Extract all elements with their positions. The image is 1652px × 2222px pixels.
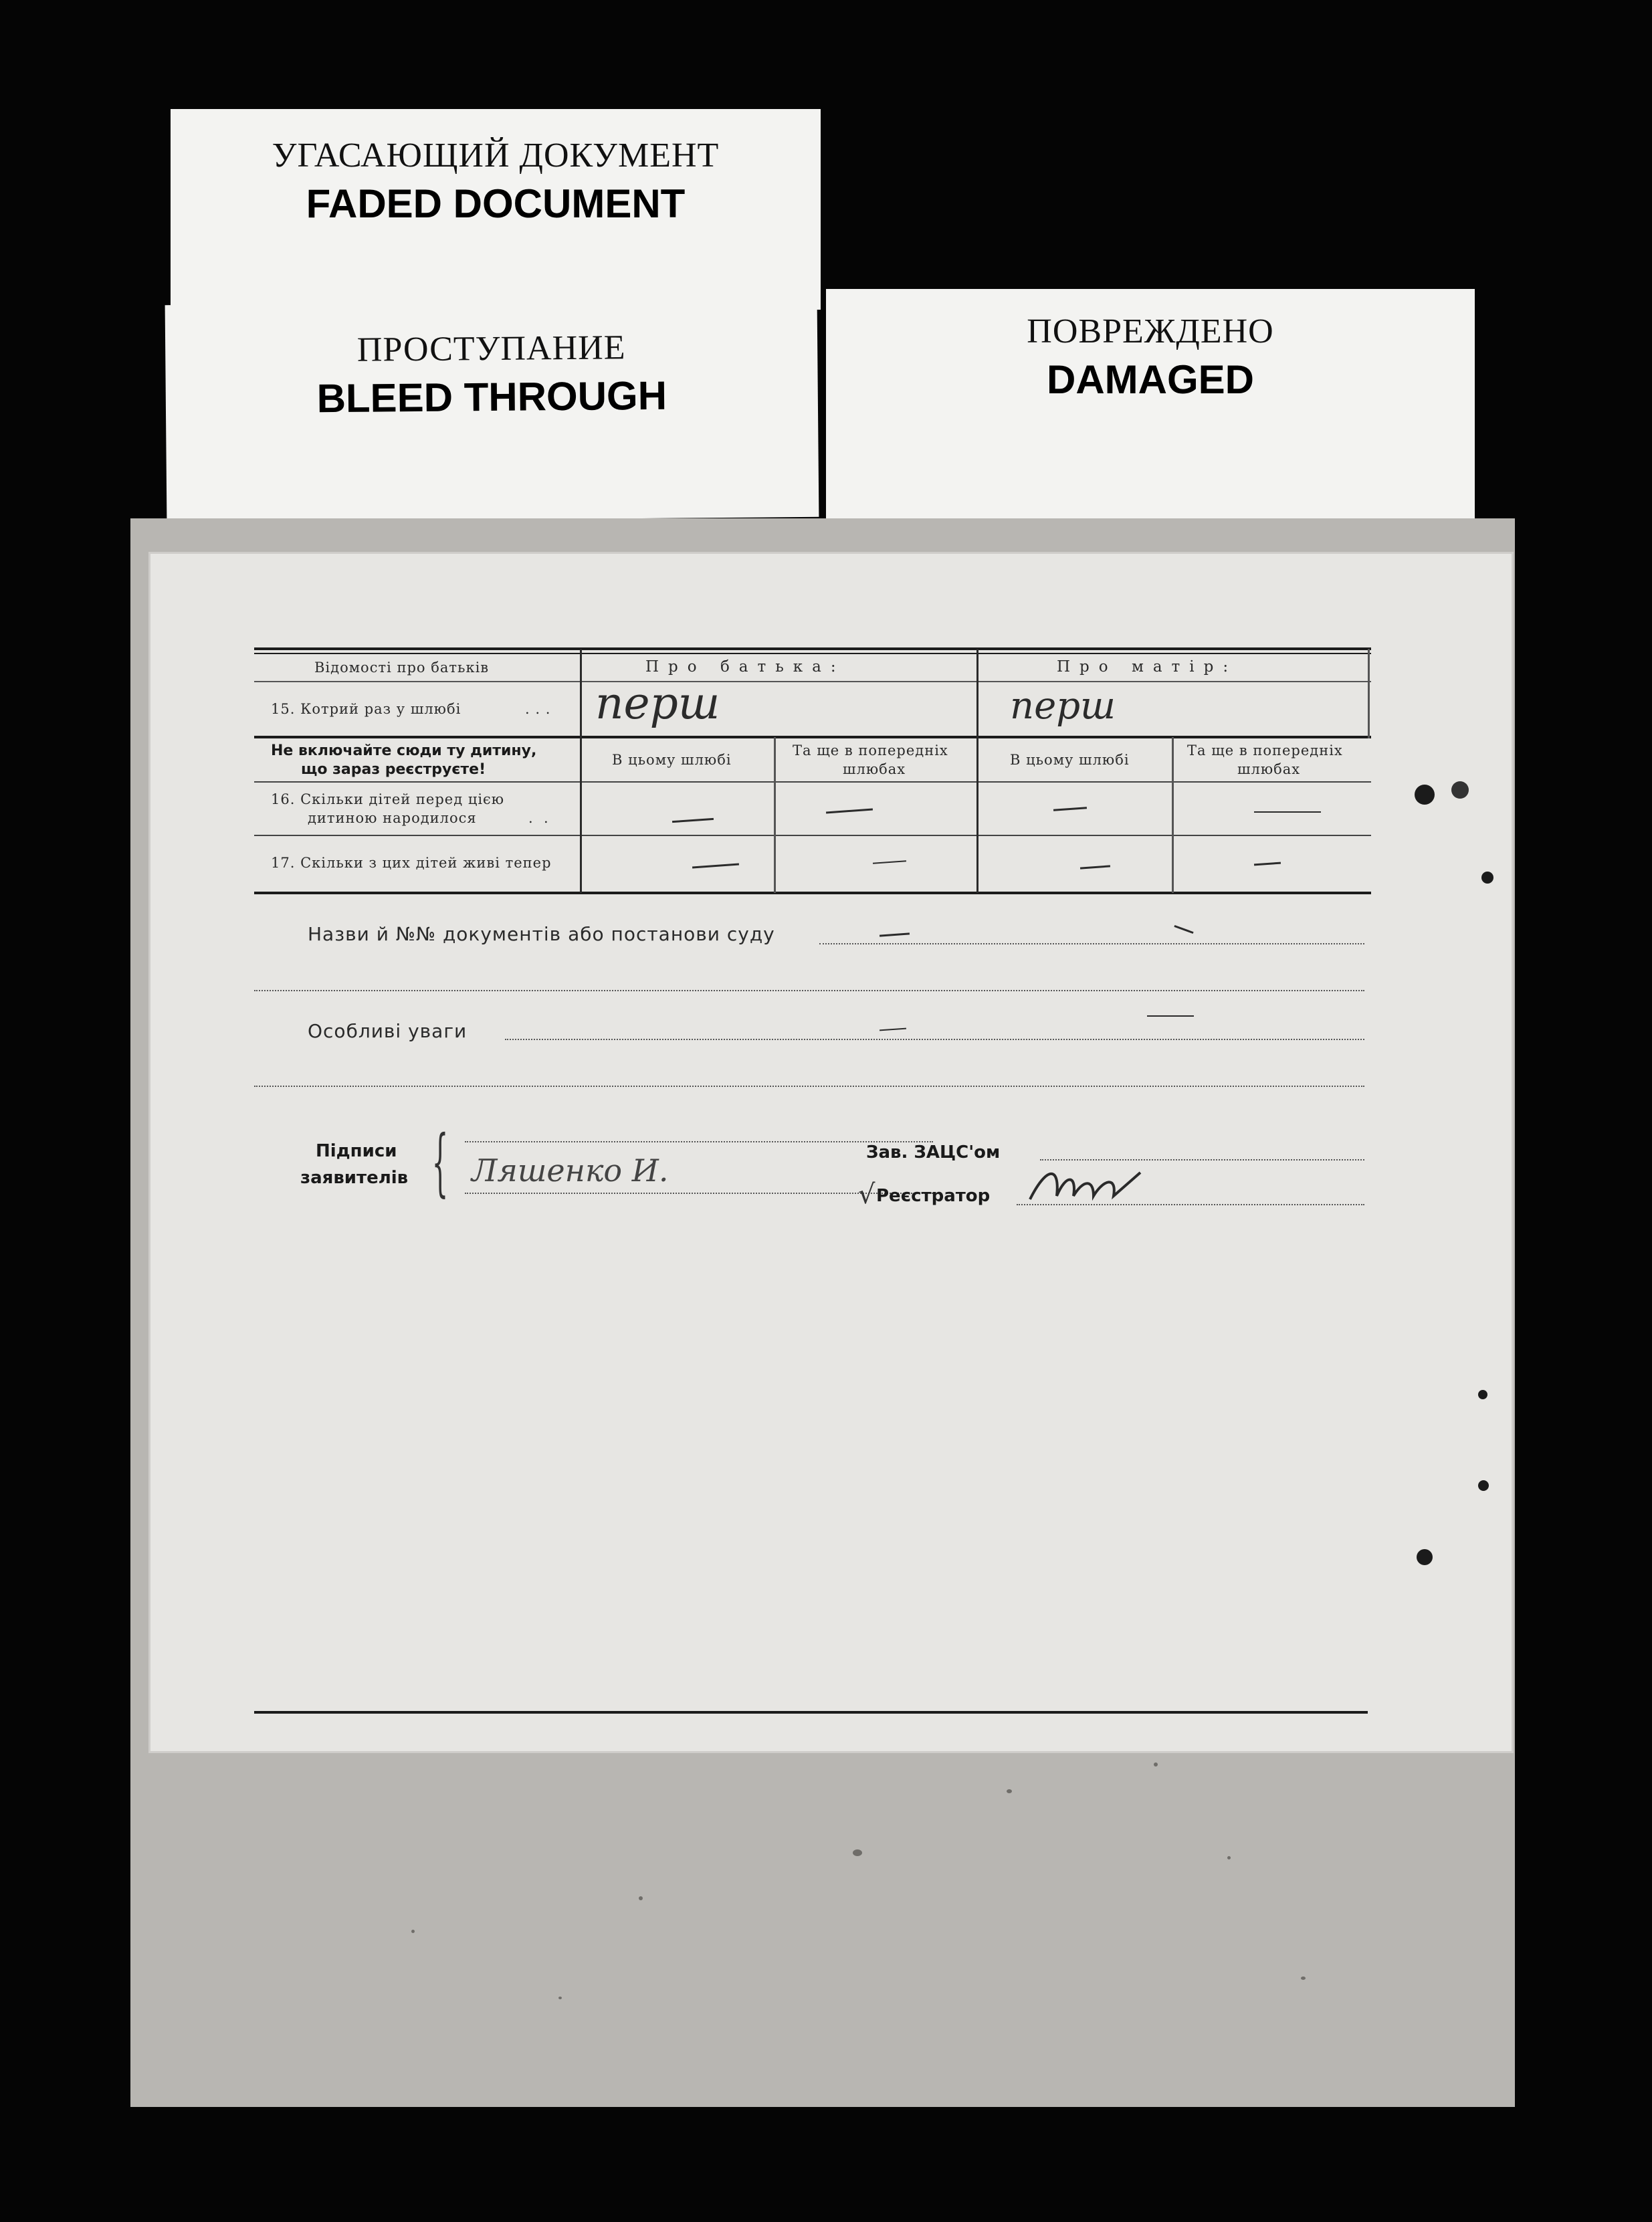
documents-label: Назви й №№ документів або постанови суду <box>308 923 775 945</box>
subheader-mother-prev: Та ще в попередніх <box>1187 742 1343 759</box>
damage-hole <box>1478 1480 1489 1491</box>
header-mother: Про матір: <box>1057 658 1238 676</box>
damage-hole <box>1451 781 1469 799</box>
damage-hole <box>1478 1390 1487 1399</box>
row17-label: 17. Скільки з цих дітей живі тепер <box>271 855 552 871</box>
header-father: Про батька: <box>645 658 845 676</box>
zags-head-label: Зав. ЗАЦС'ом <box>866 1142 1001 1163</box>
faded-document-en: FADED DOCUMENT <box>306 181 686 226</box>
note-line2: що зараз реєструєте! <box>301 761 486 778</box>
header-parents-info: Відомості про батьків <box>314 660 490 676</box>
signatures-label-1: Підписи <box>316 1141 397 1161</box>
subheader-father-this: В цьому шлюбі <box>612 752 732 768</box>
row15-mother-value: перш <box>1010 684 1116 728</box>
subheader-mother-prev-2: шлюбах <box>1237 761 1301 777</box>
damaged-card <box>826 289 1475 520</box>
row16-label-2: дитиною народилося <box>308 810 477 826</box>
bleed-through-en: BLEED THROUGH <box>316 373 667 421</box>
damage-hole <box>1417 1549 1433 1565</box>
note-line1: Не включайте сюди ту дитину, <box>271 742 537 759</box>
damaged-en: DAMAGED <box>1047 357 1254 402</box>
signatures-label-2: заявителів <box>300 1168 409 1188</box>
bleed-through-ru: ПРОСТУПАНИЕ <box>356 328 626 369</box>
remarks-label: Особливі уваги <box>308 1020 468 1042</box>
registrar-signature-scribble <box>1027 1159 1147 1213</box>
damage-hole <box>1481 872 1493 884</box>
applicant-signature: Ляшенко И. <box>472 1152 669 1189</box>
faded-document-ru: УГАСАЮЩИЙ ДОКУМЕНТ <box>272 136 720 175</box>
damaged-ru: ПОВРЕЖДЕНО <box>1027 312 1274 350</box>
row16-label-1: 16. Скільки дітей перед цією <box>271 791 505 807</box>
subheader-father-prev-2: шлюбах <box>843 761 906 777</box>
row15-father-value: перш <box>595 678 720 729</box>
registrar-label: Реєстратор <box>876 1186 991 1206</box>
subheader-mother-this: В цьому шлюбі <box>1010 752 1130 768</box>
bleed-through-card <box>165 300 819 522</box>
row15-label: 15. Котрий раз у шлюбі <box>271 701 461 717</box>
faded-document-card <box>171 109 821 310</box>
subheader-father-prev: Та ще в попередніх <box>793 742 948 759</box>
damage-hole <box>1415 785 1435 805</box>
form-sheet: Відомості про батьків Про батька: Про матір: 15. Котрий раз у шлюбі . . . перш перш Не включайте сюди ту дитину, що зараз реєструєте! В цьому шлюбі Та ще в попередніх шлюбах В цьому шлюбі Та ще в попередніх шлюбах 16. Скільки дітей перед цією дитиною народилося . . 17. Скільки з цих дітей живі тепер Назви й №№ документів або постанови суду Особливі уваги Підписи заявителів { Ляшенко И. Зав. ЗАЦС'ом Реєстратор √ <box>148 552 1514 1753</box>
